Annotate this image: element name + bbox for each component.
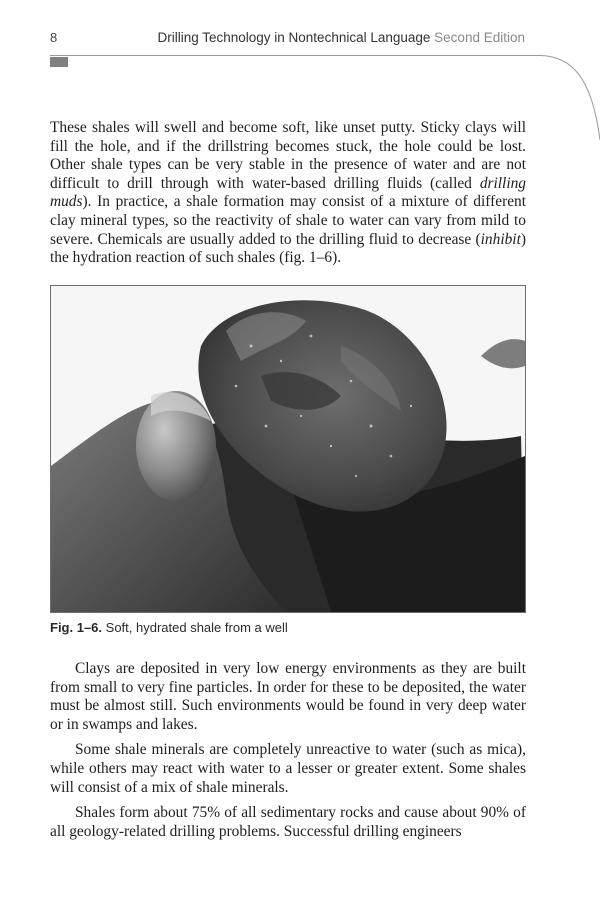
body-text-bottom [50, 660, 526, 848]
figure-caption [50, 620, 288, 635]
edition-label: Second Edition [434, 30, 525, 45]
shale-photo-illustration [51, 286, 525, 612]
paragraph: Clays are deposited in very low energy environments as they are built from small to very fine particles. In order for these to be deposited, the water must be almost still. Such environments would be found in very deep water or in swamps and lakes. [50, 660, 526, 733]
body-text-top [50, 119, 526, 268]
header-marker [50, 57, 68, 67]
page-number: 8 [50, 30, 58, 45]
term-inhibit: inhibit [480, 230, 521, 248]
book-title: Drilling Technology in Nontechnical Language [157, 30, 431, 45]
figure-label: Fig. 1–6. [50, 620, 103, 635]
shale-photo [50, 285, 526, 613]
paragraph: Some shale minerals are completely unreactive to water (such as mica), while others may react with water to a lesser or greater extent. Some shales will consist of a mix of shale minerals. [50, 741, 526, 796]
paragraph: Shales form about 75% of all sedimentary rocks and cause about 90% of all geology-related drilling problems. Successful drilling engineers [50, 804, 526, 840]
paragraph: These shales will swell and become soft, like unset putty. Sticky clays will fill the hole, and if the drillstring becomes stuck, the hole could be lost. Other shale types can be very stable in the presence of water and are not difficult to drill through with water-based drilling fluids (called drilling muds). In practice, a shale formation may consist of a mixture of different clay mineral types, so the reactivity of shale to water can vary from mild to severe. Chemicals are usually added to the drilling fluid to decrease (inhibit) the hydration reaction of such shales (fig. 1–6). [50, 119, 526, 267]
term-drilling-muds: drilling muds [50, 174, 526, 211]
caption-text: Soft, hydrated shale from a well [105, 620, 288, 635]
